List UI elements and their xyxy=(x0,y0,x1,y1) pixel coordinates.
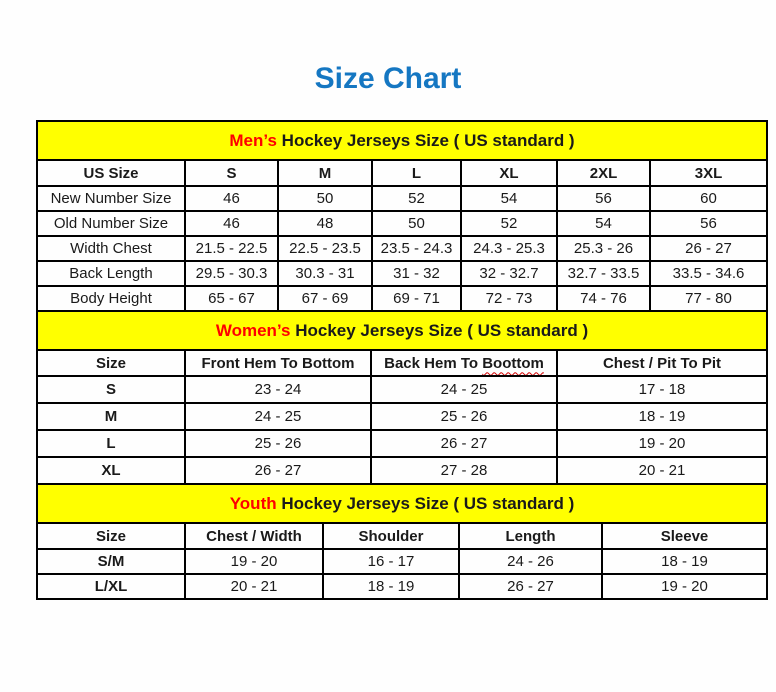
cell-value: 18 - 19 xyxy=(602,549,767,574)
cell-value: 72 - 73 xyxy=(461,286,557,311)
column-header-size: Size xyxy=(37,350,185,376)
cell-value: 24.3 - 25.3 xyxy=(461,236,557,261)
cell-value: 25 - 26 xyxy=(185,430,371,457)
cell-value: 19 - 20 xyxy=(557,430,767,457)
womens-column-header-row xyxy=(37,350,767,376)
column-header-s: S xyxy=(185,160,278,186)
cell-value: 54 xyxy=(461,186,557,211)
column-header-sleeve: Sleeve xyxy=(602,523,767,549)
cell-value: 19 - 20 xyxy=(185,549,323,574)
column-header-m: M xyxy=(278,160,372,186)
cell-value: 50 xyxy=(372,211,461,236)
table-row-womens-m xyxy=(37,403,767,430)
row-label: Body Height xyxy=(37,286,185,311)
column-header-size: Size xyxy=(37,523,185,549)
column-header-xl: XL xyxy=(461,160,557,186)
cell-value: 54 xyxy=(557,211,650,236)
cell-value: 48 xyxy=(278,211,372,236)
cell-value: 24 - 26 xyxy=(459,549,602,574)
row-label: Old Number Size xyxy=(37,211,185,236)
cell-value: 26 - 27 xyxy=(371,430,557,457)
column-header-front-hem: Front Hem To Bottom xyxy=(185,350,371,376)
mens-column-header-row xyxy=(37,160,767,186)
womens-header-rest: Hockey Jerseys Size ( US standard ) xyxy=(295,320,589,340)
cell-value: 52 xyxy=(372,186,461,211)
cell-value: 77 - 80 xyxy=(650,286,767,311)
cell-value: 56 xyxy=(650,211,767,236)
cell-value: 21.5 - 22.5 xyxy=(185,236,278,261)
cell-value: 24 - 25 xyxy=(185,403,371,430)
cell-value: 60 xyxy=(650,186,767,211)
youth-section-header-row xyxy=(37,484,767,523)
cell-value: 20 - 21 xyxy=(557,457,767,484)
womens-section-header xyxy=(37,311,767,350)
column-header-l: L xyxy=(372,160,461,186)
table-row-old-number-size xyxy=(37,211,767,236)
youth-size-table xyxy=(36,483,768,600)
row-label: L xyxy=(37,430,185,457)
youth-header-rest: Hockey Jerseys Size ( US standard ) xyxy=(281,493,575,513)
womens-header-brand: Women’s xyxy=(215,320,291,340)
cell-value: 65 - 67 xyxy=(185,286,278,311)
cell-value: 23.5 - 24.3 xyxy=(372,236,461,261)
cell-value: 67 - 69 xyxy=(278,286,372,311)
back-hem-misspelled-word: Boottom xyxy=(482,354,544,372)
cell-value: 18 - 19 xyxy=(323,574,459,599)
table-row-back-length xyxy=(37,261,767,286)
cell-value: 16 - 17 xyxy=(323,549,459,574)
cell-value: 26 - 27 xyxy=(459,574,602,599)
table-row-womens-xl xyxy=(37,457,767,484)
womens-size-table xyxy=(36,310,768,485)
row-label: S xyxy=(37,376,185,403)
cell-value: 24 - 25 xyxy=(371,376,557,403)
row-label: L/XL xyxy=(37,574,185,599)
cell-value: 22.5 - 23.5 xyxy=(278,236,372,261)
cell-value: 32.7 - 33.5 xyxy=(557,261,650,286)
column-header-3xl: 3XL xyxy=(650,160,767,186)
mens-header-rest: Hockey Jerseys Size ( US standard ) xyxy=(281,130,575,150)
cell-value: 26 - 27 xyxy=(650,236,767,261)
table-row-womens-l xyxy=(37,430,767,457)
back-hem-prefix: Back Hem To xyxy=(384,354,479,372)
cell-value: 26 - 27 xyxy=(185,457,371,484)
cell-value: 25 - 26 xyxy=(371,403,557,430)
mens-header-brand: Men’s xyxy=(229,130,277,150)
cell-value: 33.5 - 34.6 xyxy=(650,261,767,286)
column-header-us-size: US Size xyxy=(37,160,185,186)
cell-value: 23 - 24 xyxy=(185,376,371,403)
table-row-womens-s xyxy=(37,376,767,403)
mens-section-header-row xyxy=(37,121,767,160)
cell-value: 46 xyxy=(185,211,278,236)
cell-value: 19 - 20 xyxy=(602,574,767,599)
cell-value: 52 xyxy=(461,211,557,236)
cell-value: 56 xyxy=(557,186,650,211)
cell-value: 17 - 18 xyxy=(557,376,767,403)
cell-value: 69 - 71 xyxy=(372,286,461,311)
column-header-shoulder: Shoulder xyxy=(323,523,459,549)
youth-column-header-row xyxy=(37,523,767,549)
mens-size-table xyxy=(36,120,768,312)
row-label: Width Chest xyxy=(37,236,185,261)
table-row-body-height xyxy=(37,286,767,311)
column-header-back-hem xyxy=(371,350,557,376)
column-header-length: Length xyxy=(459,523,602,549)
row-label: New Number Size xyxy=(37,186,185,211)
cell-value: 30.3 - 31 xyxy=(278,261,372,286)
column-header-chest: Chest / Pit To Pit xyxy=(557,350,767,376)
cell-value: 46 xyxy=(185,186,278,211)
cell-value: 31 - 32 xyxy=(372,261,461,286)
table-row-new-number-size xyxy=(37,186,767,211)
row-label: XL xyxy=(37,457,185,484)
page-title: Size Chart xyxy=(314,62,462,95)
cell-value: 27 - 28 xyxy=(371,457,557,484)
cell-value: 32 - 32.7 xyxy=(461,261,557,286)
size-chart-tables xyxy=(36,120,768,600)
row-label: S/M xyxy=(37,549,185,574)
youth-header-brand: Youth xyxy=(229,493,277,513)
cell-value: 50 xyxy=(278,186,372,211)
youth-section-header xyxy=(37,484,767,523)
cell-value: 29.5 - 30.3 xyxy=(185,261,278,286)
row-label: Back Length xyxy=(37,261,185,286)
cell-value: 25.3 - 26 xyxy=(557,236,650,261)
row-label: M xyxy=(37,403,185,430)
womens-section-header-row xyxy=(37,311,767,350)
cell-value: 74 - 76 xyxy=(557,286,650,311)
cell-value: 20 - 21 xyxy=(185,574,323,599)
column-header-chest-width: Chest / Width xyxy=(185,523,323,549)
mens-section-header xyxy=(37,121,767,160)
table-row-width-chest xyxy=(37,236,767,261)
column-header-2xl: 2XL xyxy=(557,160,650,186)
table-row-youth-sm xyxy=(37,549,767,574)
table-row-youth-lxl xyxy=(37,574,767,599)
cell-value: 18 - 19 xyxy=(557,403,767,430)
